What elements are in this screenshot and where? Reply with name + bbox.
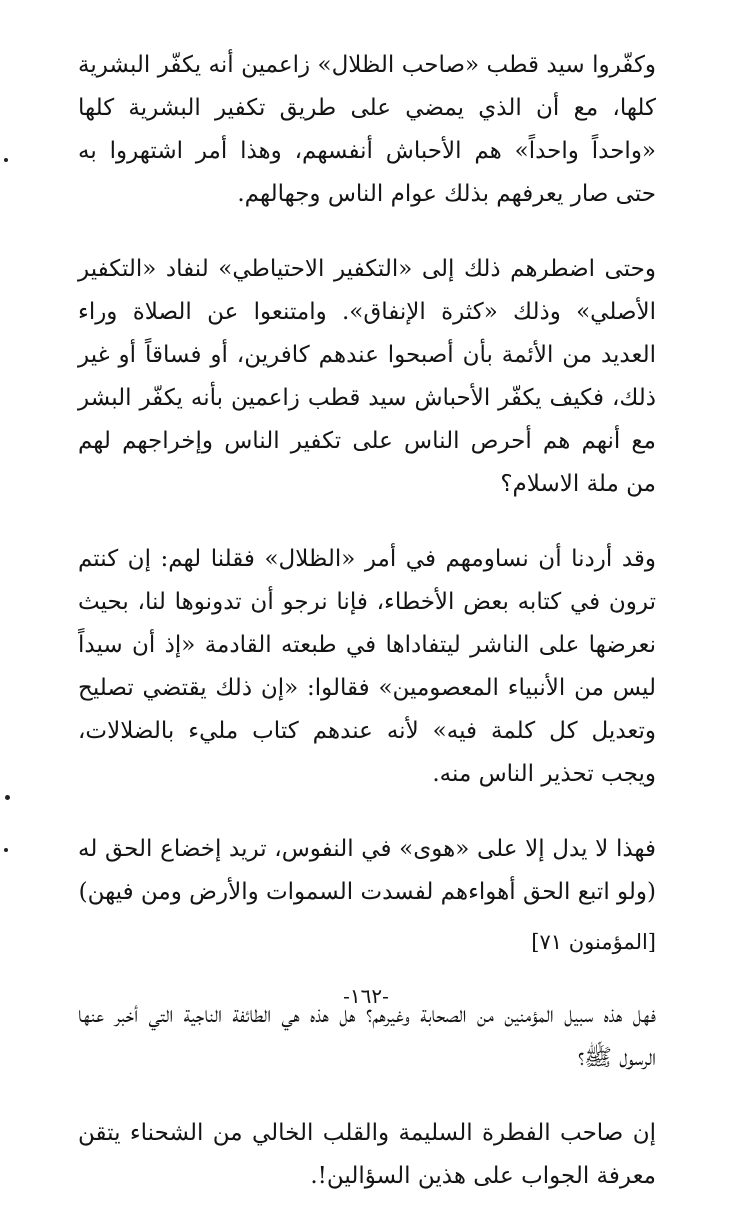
paragraph-2: وحتى اضطرهم ذلك إلى «التكفير الاحتياطي» لنفاد «التكفير الأصلي» وذلك «كثرة الإنفاق». وامتنعوا عن الصلاة وراء العديد من الأئمة بأن أصبحوا عندهم كافرين، أو فساقاً أو غير ذلك، فكيف يكفّر الأحباش سيد قطب زاعمين بأنه يكفّر البشر مع أنهم هم أحرص الناس على تكفير الناس وإخراجهم لهم من ملة الاسلام؟: [78, 256, 656, 497]
paragraph-3: وقد أردنا أن نساومهم في أمر «الظلال» فقلنا لهم: إن كنتم ترون في كتابه بعض الأخطاء، فإنا نرجو أن تدونوها لنا، بحيث نعرضها على الناشر ليتفاداها في طبعته القادمة «إذ أن سيداً ليس من الأنبياء المعصومين» فقالوا: «إن ذلك يقتضي تصليح وتعديل كل كلمة فيه» لأنه عندهم كتاب مليء بالضلالات، ويجب تحذير الناس منه.: [78, 546, 656, 787]
quran-reference: [المؤمنون ٧١]: [531, 930, 656, 954]
paragraph-5: فهل هذه سبيل المؤمنين من الصحابة وغيرهم؟ هل هذه هي الطائفة الناجية التي أخبر عنها الرسول ﷺ؟: [78, 1002, 656, 1071]
page-number: -١٦٢-: [343, 984, 389, 1008]
scan-speck: [4, 848, 8, 852]
page-body: [78, 44, 656, 1230]
scan-speck: [5, 795, 10, 800]
paragraph-6: إن صاحب الفطرة السليمة والقلب الخالي من الشحناء يتقن معرفة الجواب على هذين السؤالين!.: [78, 1120, 656, 1189]
scan-speck: [4, 158, 8, 162]
paragraph-1: وكفّروا سيد قطب «صاحب الظلال» زاعمين أنه يكفّر البشرية كلها، مع أن الذي يمضي على طريق تكفير البشرية كلها «واحداً واحداً» هم الأحباش أنفسهم، وهذا أمر اشتهروا به حتى صار يعرفهم بذلك عوام الناس وجهالهم.: [78, 52, 656, 207]
paragraph-4: فهذا لا يدل إلا على «هوى» في النفوس، تريد إخضاع الحق له (ولو اتبع الحق أهواءهم لفسدت السموات والأرض ومن فيهن): [78, 836, 656, 905]
